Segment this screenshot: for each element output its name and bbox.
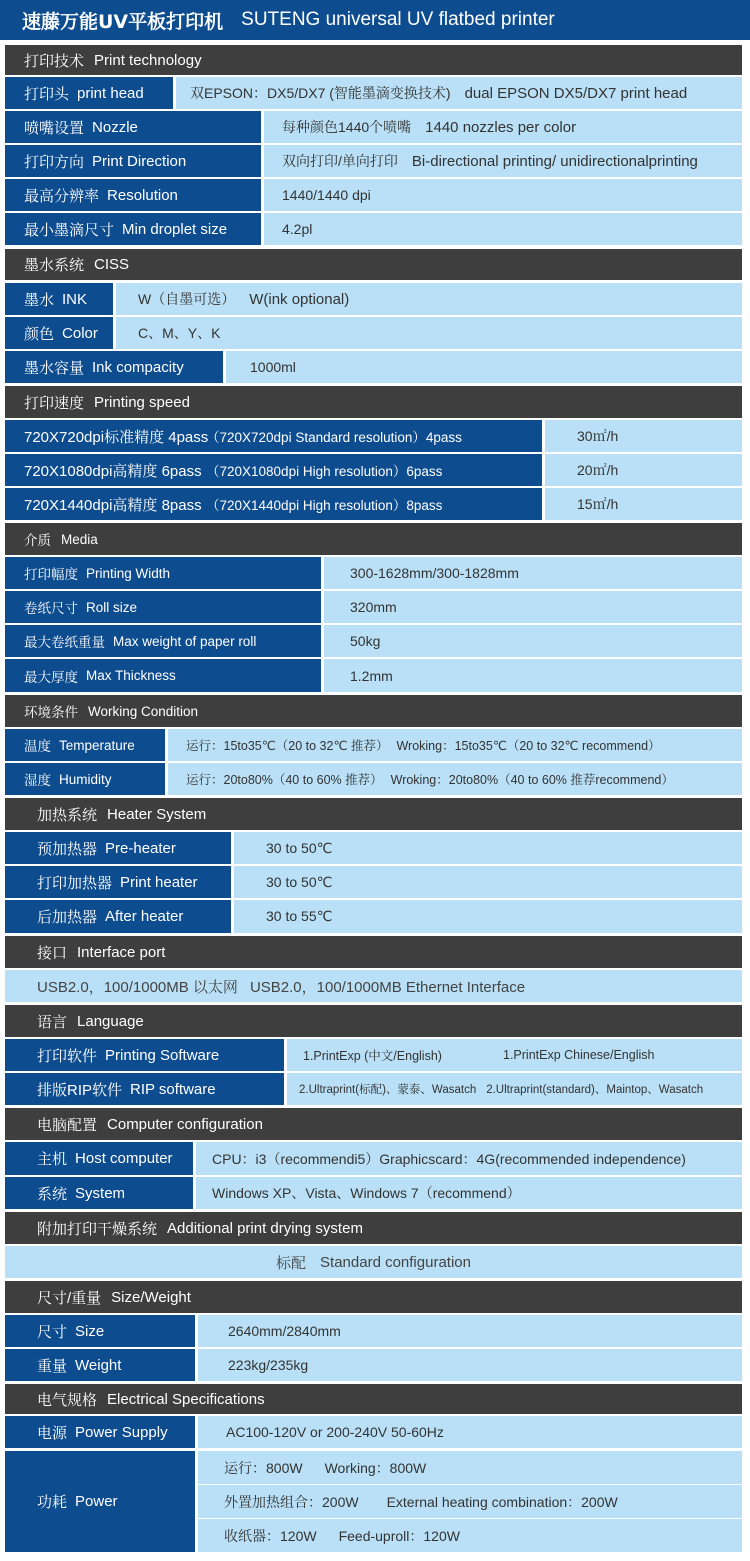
- speed-value: 30㎡/h: [545, 420, 742, 452]
- spec-row-min-droplet: [5, 213, 742, 245]
- speed-row-6pass: [5, 454, 742, 486]
- spec-value: C、M、Y、K: [116, 317, 742, 349]
- speed-label: 720X720dpi标准精度 4pass （720X720dpi Standard resolution）4pass: [5, 420, 542, 452]
- spec-value: 运行：20to80%（40 to 60% 推荐） Wroking：20to80%（40 to 60% 推荐recommend）: [168, 763, 742, 795]
- speed-value: 15㎡/h: [545, 488, 742, 520]
- spec-row-rip-software: [5, 1073, 742, 1105]
- section-media: 介质 Media: [5, 523, 742, 555]
- spec-label: 尺寸 Size: [5, 1315, 195, 1347]
- spec-row-system: [5, 1177, 742, 1209]
- spec-label: 墨水容量 Ink compacity: [5, 351, 223, 383]
- section-electrical-specifications: 电气规格 Electrical Specifications: [5, 1384, 742, 1414]
- spec-row-temperature: [5, 729, 742, 761]
- speed-row-4pass: [5, 420, 742, 452]
- section-working-condition: 环境条件 Working Condition: [5, 695, 742, 727]
- spec-value: 320mm: [324, 591, 742, 623]
- speed-row-8pass: [5, 488, 742, 520]
- spec-row-power-supply: [5, 1416, 742, 1448]
- spec-value: 223kg/235kg: [198, 1349, 742, 1381]
- spec-label: 重量 Weight: [5, 1349, 195, 1381]
- section-computer-configuration: 电脑配置 Computer configuration: [5, 1108, 742, 1140]
- spec-row-print-head: [5, 77, 742, 109]
- spec-row-printing-width: [5, 557, 742, 589]
- interface-value: USB2.0，100/1000MB 以太网 USB2.0，100/1000MB Ethernet Interface: [5, 970, 742, 1002]
- spec-label: 颜色 Color: [5, 317, 113, 349]
- spec-value: 300-1628mm/300-1828mm: [324, 557, 742, 589]
- spec-value: 1.2mm: [324, 659, 742, 692]
- spec-row-print-direction: [5, 145, 742, 177]
- spec-value: W（自墨可选） W(ink optional): [116, 283, 742, 315]
- spec-row-size: [5, 1315, 742, 1347]
- spec-label: 最高分辨率 Resolution: [5, 179, 261, 211]
- drying-value: 标配 Standard configuration: [5, 1246, 742, 1278]
- spec-row-weight: [5, 1349, 742, 1381]
- spec-label: 主机 Host computer: [5, 1142, 193, 1175]
- power-line-feed-uproll: 收纸器：120W Feed-uproll：120W: [198, 1519, 742, 1552]
- spec-value: 1.PrintExp (中文/English) 1.PrintExp Chinese/English: [287, 1039, 742, 1071]
- section-language: 语言 Language: [5, 1005, 742, 1037]
- section-size-weight: 尺寸/重量 Size/Weight: [5, 1281, 742, 1313]
- speed-label: 720X1440dpi高精度 8pass （720X1440dpi High resolution）8pass: [5, 488, 542, 520]
- section-ciss: 墨水系统 CISS: [5, 249, 742, 280]
- spec-value: 2640mm/2840mm: [198, 1315, 742, 1347]
- spec-label: 系统 System: [5, 1177, 193, 1209]
- spec-row-roll-size: [5, 591, 742, 623]
- spec-value: 50kg: [324, 625, 742, 657]
- section-printing-speed: 打印速度 Printing speed: [5, 386, 742, 418]
- spec-value: 每种颜色1440个喷嘴 1440 nozzles per color: [264, 111, 742, 143]
- spec-label: 墨水 INK: [5, 283, 113, 315]
- spec-row-nozzle: [5, 111, 742, 143]
- section-print-technology: 打印技术 Print technology: [5, 45, 742, 75]
- spec-row-after-heater: [5, 900, 742, 933]
- spec-row-max-roll-weight: [5, 625, 742, 657]
- spec-value: 30 to 50℃: [234, 832, 742, 864]
- speed-label: 720X1080dpi高精度 6pass （720X1080dpi High resolution）6pass: [5, 454, 542, 486]
- spec-row-resolution: [5, 179, 742, 211]
- section-drying-system: 附加打印干燥系统 Additional print drying system: [5, 1212, 742, 1244]
- spec-label: 打印头 print head: [5, 77, 173, 109]
- spec-value: 双EPSON：DX5/DX7 (智能墨滴变换技术) dual EPSON DX5/DX7 print head: [176, 77, 742, 109]
- spec-label: 电源 Power Supply: [5, 1416, 195, 1448]
- spec-label: 最大厚度 Max Thickness: [5, 659, 321, 692]
- spec-row-host-computer: [5, 1142, 742, 1175]
- spec-value: 4.2pl: [264, 213, 742, 245]
- spec-value: 运行：15to35℃（20 to 32℃ 推荐） Wroking：15to35℃（20 to 32℃ recommend）: [168, 729, 742, 761]
- power-line-working: 运行：800W Working：800W: [198, 1451, 742, 1484]
- spec-value: 30 to 50℃: [234, 866, 742, 898]
- spec-row-print-heater: [5, 866, 742, 898]
- spec-value: 1000ml: [226, 351, 742, 383]
- spec-label: 打印加热器 Print heater: [5, 866, 231, 898]
- spec-row-max-thickness: [5, 659, 742, 692]
- spec-label: 打印方向 Print Direction: [5, 145, 261, 177]
- spec-row-humidity: [5, 763, 742, 795]
- power-label: 功耗 Power: [5, 1451, 195, 1552]
- page-title: [0, 0, 750, 40]
- spec-row-ink: [5, 283, 742, 315]
- power-line-heating: 外置加热组合：200W External heating combination：200W: [198, 1485, 742, 1518]
- spec-value: AC100-120V or 200-240V 50-60Hz: [198, 1416, 742, 1448]
- title-zh: 速藤万能UV平板打印机: [22, 10, 224, 33]
- spec-value: 30 to 55℃: [234, 900, 742, 933]
- spec-label: 排版RIP软件 RIP software: [5, 1073, 284, 1105]
- spec-row-printing-software: [5, 1039, 742, 1071]
- spec-label: 预加热器 Pre-heater: [5, 832, 231, 864]
- title-en: SUTENG universal UV flatbed printer: [241, 9, 555, 30]
- spec-label: 湿度 Humidity: [5, 763, 165, 795]
- spec-row-pre-heater: [5, 832, 742, 864]
- spec-label: 最小墨滴尺寸 Min droplet size: [5, 213, 261, 245]
- spec-value: Windows XP、Vista、Windows 7（recommend）: [196, 1177, 742, 1209]
- spec-value: 双向打印/单向打印 Bi-directional printing/ unidirectionalprinting: [264, 145, 742, 177]
- spec-label: 卷纸尺寸 Roll size: [5, 591, 321, 623]
- spec-value: CPU：i3（recommendi5）Graphicscard：4G(recommended independence): [196, 1142, 742, 1175]
- spec-value: 2.Ultraprint(标配)、蒙泰、Wasatch 2.Ultraprint(standard)、Maintop、Wasatch: [287, 1073, 742, 1105]
- spec-label: 最大卷纸重量 Max weight of paper roll: [5, 625, 321, 657]
- speed-value: 20㎡/h: [545, 454, 742, 486]
- spec-label: 温度 Temperature: [5, 729, 165, 761]
- spec-label: 打印幅度 Printing Width: [5, 557, 321, 589]
- spec-row-color: [5, 317, 742, 349]
- section-heater-system: 加热系统 Heater System: [5, 798, 742, 830]
- section-interface-port: 接口 Interface port: [5, 936, 742, 968]
- spec-label: 打印软件 Printing Software: [5, 1039, 284, 1071]
- spec-label: 后加热器 After heater: [5, 900, 231, 933]
- spec-label: 喷嘴设置 Nozzle: [5, 111, 261, 143]
- spec-value: 1440/1440 dpi: [264, 179, 742, 211]
- spec-row-ink-capacity: [5, 351, 742, 383]
